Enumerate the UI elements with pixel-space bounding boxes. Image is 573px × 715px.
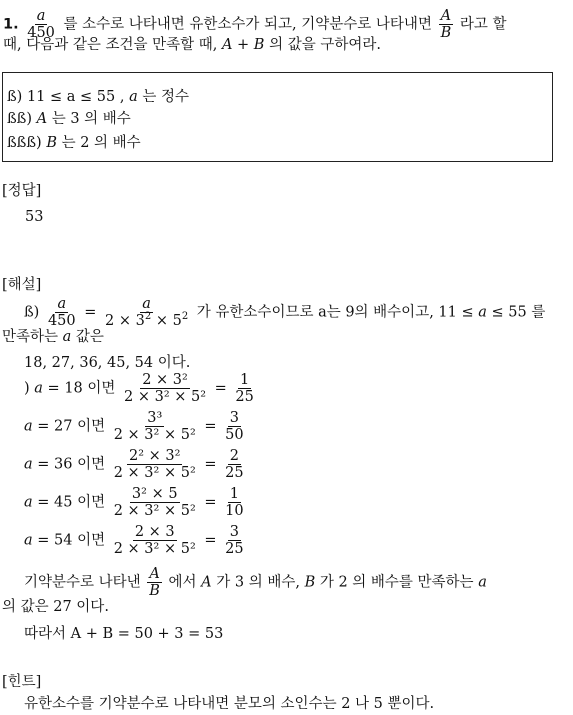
problem-text: 를 소수로 나타내면 유한소수가 되고, 기약분수로 나타내면 xyxy=(63,16,432,33)
fraction-a-over-450: $\frac{a}{450}$ xyxy=(27,8,55,41)
solution-values: 18, 27, 36, 45, 54 이다. xyxy=(24,355,191,371)
solution-header: [해설] xyxy=(2,277,42,293)
condition-1: ß) 11 ≤ a ≤ 55 , a 는 정수 xyxy=(7,89,189,105)
condition-3: ßßß) B 는 2 의 배수 xyxy=(7,135,141,151)
case-45: a = 45 이면 $\frac{\text{3² × 5}}{\text{2 × 3² × 5²}}$ = $\frac{1}{10}$ xyxy=(24,486,244,519)
case-36: a = 36 이면 $\frac{\text{2² × 3²}}{\text{2 × 3² × 5²}}$ = $\frac{2}{25}$ xyxy=(24,448,244,481)
solution-line-1: ß) $\frac{a}{450}$ = $\frac{a}{2 \times 3^2 \times 5^2}$ 가 유한소수이므로 a는 9의 배수이고, 11 ≤ a ≤ 55 를 xyxy=(24,296,546,329)
solution-line-2: 만족하는 a 값은 xyxy=(2,329,104,345)
problem-line-2: 때, 다음과 같은 조건을 만족할 때, A + B 의 값을 구하여라. xyxy=(3,37,381,53)
problem-number: 1. xyxy=(3,16,19,33)
case-27: a = 27 이면 $\frac{\text{3³}}{\text{2 × 3² × 5²}}$ = $\frac{3}{50}$ xyxy=(24,410,244,443)
fraction-A-over-B: $\frac{A}{B}$ xyxy=(440,8,452,41)
answer-header: [정답] xyxy=(2,183,42,199)
hint-header: [힌트] xyxy=(2,674,42,690)
hint-text: 유한소수를 기약분수로 나타내면 분모의 소인수는 2 나 5 뿐이다. xyxy=(24,696,435,712)
condition-2: ßß) A 는 3 의 배수 xyxy=(7,111,131,127)
conclusion-line-2: 의 값은 27 이다. xyxy=(2,599,109,615)
problem-line-1: 1. $\frac{a}{450}$ 를 소수로 나타내면 유한소수가 되고, 기약분수로 나타내면 $\frac{A}{B}$ 라고 할 xyxy=(3,8,507,41)
final-answer-line: 따라서 A + B = 50 + 3 = 53 xyxy=(24,626,224,642)
case-18: ) a = 18 이면 $\frac{\text{2 × 3²}}{\text{2 × 3² × 5²}}$ = $\frac{1}{25}$ xyxy=(24,372,254,405)
case-54: a = 54 이면 $\frac{2 \times 3}{\text{2 × 3² × 5²}}$ = $\frac{3}{25}$ xyxy=(24,524,244,557)
conclusion-line-1: 기약분수로 나타낸 $\frac{A}{B}$ 에서 A 가 3 의 배수, B 가 2 의 배수를 만족하는 a xyxy=(24,566,487,599)
answer-value: 53 xyxy=(25,209,44,225)
